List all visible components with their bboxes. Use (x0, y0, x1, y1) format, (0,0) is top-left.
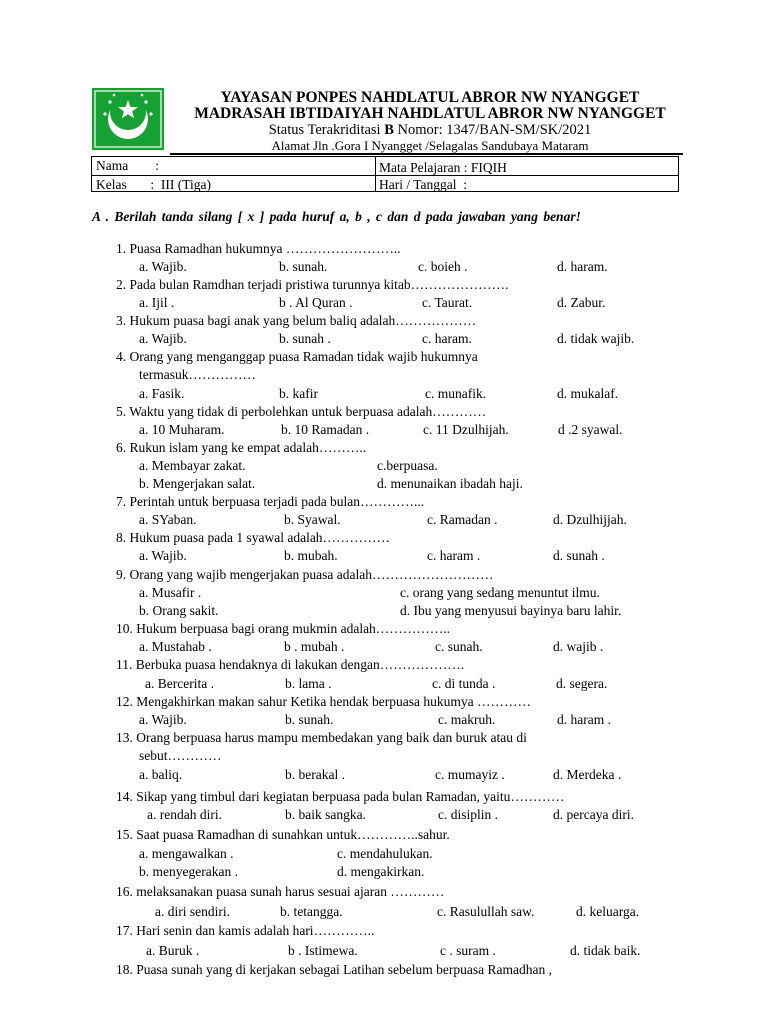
accreditation-status (170, 122, 690, 139)
option-a[interactable]: a. diri sendiri. (155, 904, 230, 919)
option-b[interactable]: b . Al Quran . (279, 295, 353, 310)
accreditation-prefix: Status Terakriditasi (268, 122, 385, 138)
section-instruction: A . Berilah tanda silang [ x ] pada huruf a, b , c dan d pada jawaban yang benar! (92, 209, 581, 224)
question-text: 13. Orang berpuasa harus mampu membedakan yang baik dan buruk atau di (116, 730, 527, 745)
option-d[interactable]: d. sunah . (553, 548, 605, 563)
question-text: 1. Puasa Ramadhan hukumnya …………………….. (116, 241, 401, 256)
option-a[interactable]: a. Ijil . (139, 295, 175, 310)
question-text: 18. Puasa sunah yang di kerjakan sebagai Latihan sebelum berpuasa Ramadhan , (116, 962, 552, 977)
question-text: 8. Hukum puasa pada 1 syawal adalah…………… (116, 530, 391, 545)
question-text: 15. Saat puasa Ramadhan di sunahkan untuk…………..sahur. (116, 827, 450, 842)
option-c[interactable]: c. Taurat. (422, 295, 473, 310)
option-d[interactable]: d. percaya diri. (553, 807, 634, 822)
option-d[interactable]: d. keluarga. (576, 904, 640, 919)
option-b[interactable]: b. sunah. (279, 259, 328, 274)
question-text: 17. Hari senin dan kamis adalah hari………….. (116, 923, 375, 938)
option-d[interactable]: d. menunaikan ibadah haji. (377, 476, 523, 491)
field-kelas[interactable]: Kelas : III (Tiga) (96, 177, 211, 192)
question-text: 12. Mengakhirkan makan sahur Ketika hendak berpuasa hukumya ………… (116, 694, 532, 709)
table-divider-vertical (375, 157, 376, 191)
option-a[interactable]: a. baliq. (139, 767, 183, 782)
option-b[interactable]: b. 10 Ramadan . (281, 422, 370, 437)
option-d[interactable]: d. mukalaf. (557, 386, 619, 401)
option-b[interactable]: b. baik sangka. (285, 807, 366, 822)
option-d[interactable]: d. haram . (557, 712, 611, 727)
option-a[interactable]: a. Wajib. (139, 331, 187, 346)
option-d[interactable]: d. Merdeka . (553, 767, 622, 782)
option-d[interactable]: d. tidak wajib. (557, 331, 635, 346)
option-b[interactable]: b. kafir (279, 386, 318, 401)
option-a[interactable]: a. 10 Muharam. (139, 422, 225, 437)
option-b[interactable]: b . Istimewa. (288, 943, 358, 958)
option-a[interactable]: a. Bercerita . (145, 676, 214, 691)
option-c[interactable]: c . suram . (440, 943, 496, 958)
option-c[interactable]: c. Ramadan . (427, 512, 498, 527)
option-a[interactable]: a. mengawalkan . (139, 846, 234, 861)
option-d[interactable]: d .2 syawal. (558, 422, 623, 437)
option-c[interactable]: c. haram. (422, 331, 472, 346)
crescent-star-icon (92, 88, 164, 150)
option-b[interactable]: b. mubah. (284, 548, 338, 563)
option-c[interactable]: c. mumayiz . (435, 767, 505, 782)
option-c[interactable]: c. sunah. (435, 639, 483, 654)
option-a[interactable]: a. rendah diri. (147, 807, 222, 822)
school-name: MADRASAH IBTIDAIYAH NAHDLATUL ABROR NW NYANGGET (194, 105, 666, 122)
option-d[interactable]: d. segera. (556, 676, 608, 691)
question-text: 2. Pada bulan Ramdhan terjadi pristiwa turunnya kitab…………………. (116, 277, 509, 292)
question-text: 10. Hukum berpuasa bagi orang mukmin adalah…………….. (116, 621, 451, 636)
option-a[interactable]: a. Mustahab . (139, 639, 212, 654)
option-d[interactable]: d. tidak baik. (570, 943, 641, 958)
option-a[interactable]: a. Wajib. (139, 259, 187, 274)
option-c[interactable]: c. boieh . (418, 259, 468, 274)
option-c[interactable]: c. 11 Dzulhijah. (423, 422, 509, 437)
option-a[interactable]: a. Wajib. (139, 548, 187, 563)
option-d[interactable]: d. wajib . (553, 639, 604, 654)
option-d[interactable]: d. haram. (557, 259, 608, 274)
option-b[interactable]: b. berakal . (285, 767, 345, 782)
school-address: Alamat Jln .Gora I Nyangget /Selagalas Sandubaya Mataram (271, 138, 589, 153)
option-d[interactable]: d. mengakirkan. (337, 864, 425, 879)
option-b[interactable]: b. Syawal. (284, 512, 341, 527)
option-c[interactable]: c. munafik. (425, 386, 487, 401)
option-c[interactable]: c.berpuasa. (377, 458, 438, 473)
option-d[interactable]: d. Ibu yang menyusui bayinya baru lahir. (400, 603, 622, 618)
question-text: 11. Berbuka puasa hendaknya di lakukan dengan………………. (116, 657, 465, 672)
accreditation-grade: B (384, 122, 394, 138)
option-c[interactable]: c. makruh. (438, 712, 496, 727)
option-b[interactable]: b. tetangga. (280, 904, 343, 919)
option-c[interactable]: c. orang yang sedang menuntut ilmu. (400, 585, 600, 600)
option-b[interactable]: b. lama . (285, 676, 332, 691)
question-text: 5. Waktu yang tidak di perbolehkan untuk berpuasa adalah………… (116, 404, 487, 419)
question-text-continued: termasuk…………… (139, 367, 256, 382)
student-info-table (91, 156, 679, 192)
question-text: 16. melaksanakan puasa sunah harus sesuai ajaran ………… (116, 884, 445, 899)
school-logo (92, 88, 164, 150)
option-c[interactable]: c. di tunda . (432, 676, 496, 691)
foundation-name: YAYASAN PONPES NAHDLATUL ABROR NW NYANGGET (220, 89, 640, 106)
option-b[interactable]: b . mubah . (284, 639, 345, 654)
field-nama[interactable]: Nama : (96, 158, 159, 173)
option-c[interactable]: c. haram . (427, 548, 481, 563)
option-b[interactable]: b. sunah . (279, 331, 331, 346)
accreditation-number: Nomor: 1347/BAN-SM/SK/2021 (393, 122, 592, 138)
question-text: 7. Perintah untuk berpuasa terjadi pada bulan…………... (116, 494, 425, 509)
option-d[interactable]: d. Dzulhijjah. (553, 512, 627, 527)
option-a[interactable]: a. Membayar zakat. (139, 458, 246, 473)
question-text: 9. Orang yang wajib mengerjakan puasa adalah……………………… (116, 567, 494, 582)
option-b[interactable]: b. Orang sakit. (139, 603, 219, 618)
option-c[interactable]: c. mendahulukan. (337, 846, 433, 861)
question-text: 4. Orang yang menganggap puasa Ramadan tidak wajib hukumnya (116, 349, 478, 364)
option-a[interactable]: a. Fasik. (139, 386, 185, 401)
option-a[interactable]: a. Wajib. (139, 712, 187, 727)
question-text: 14. Sikap yang timbul dari kegiatan berpuasa pada bulan Ramadan, yaitu………… (116, 789, 565, 804)
option-a[interactable]: a. SYaban. (139, 512, 197, 527)
field-hari-tanggal[interactable]: Hari / Tanggal : (379, 177, 468, 192)
option-b[interactable]: b. sunah. (285, 712, 334, 727)
question-text: 6. Rukun islam yang ke empat adalah……….. (116, 440, 367, 455)
option-b[interactable]: b. Mengerjakan salat. (139, 476, 256, 491)
option-c[interactable]: c. Rasulullah saw. (437, 904, 535, 919)
option-a[interactable]: a. Musafir . (139, 585, 202, 600)
option-b[interactable]: b. menyegerakan . (139, 864, 238, 879)
option-c[interactable]: c. disiplin . (438, 807, 498, 822)
question-text-continued: sebut………… (139, 748, 222, 763)
question-text: 3. Hukum puasa bagi anak yang belum baliq adalah……………… (116, 313, 477, 328)
field-mata-pelajaran[interactable]: Mata Pelajaran : FIQIH (379, 160, 507, 175)
option-a[interactable]: a. Buruk . (146, 943, 200, 958)
option-d[interactable]: d. Zabur. (557, 295, 606, 310)
header-divider (170, 153, 683, 155)
